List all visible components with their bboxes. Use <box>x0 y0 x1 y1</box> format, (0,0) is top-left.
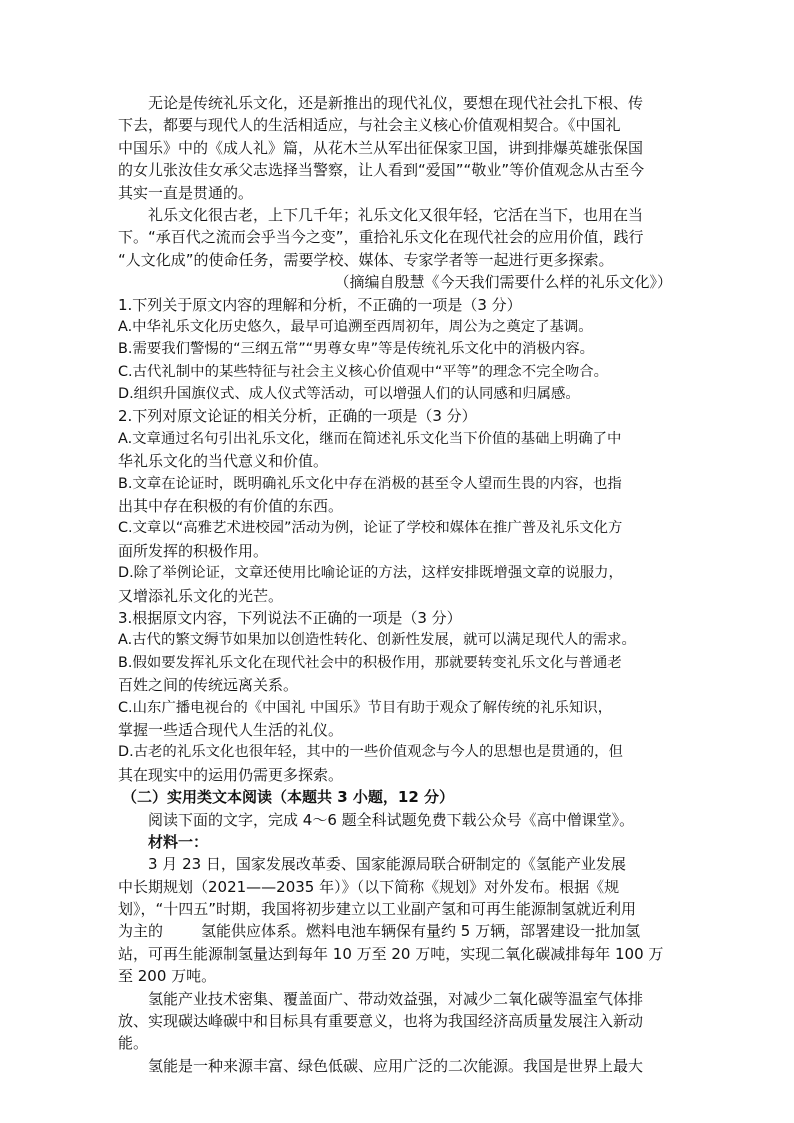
text-line: 放、实现碳达峰碳中和目标具有重要意义，也将为我国经济高质量发展注入新动 <box>118 1012 644 1031</box>
source-citation: （摘编自殷慧《今天我们需要什么样的礼乐文化》） <box>334 273 672 292</box>
text-line: 无论是传统礼乐文化，还是新推出的现代礼仪，要想在现代社会扎下根、传 <box>148 94 644 112</box>
question-option: C.山东广播电视台的《中国礼 中国乐》节目有助于观众了解传统的礼乐知识， <box>118 699 613 716</box>
text-line: 的女儿张汝佳女承父志选择当警察，让人看到“爱国”“敬业”等价值观念从古至今 <box>118 161 645 180</box>
question-option-continued: 掌握一些适合现代人生活的礼仪。 <box>118 720 344 739</box>
text-line: 中长期规划（2021——2035 年）》（以下简称《规划》对外发布。根据《规 <box>118 877 620 896</box>
question-stem: 1.下列关于原文内容的理解和分析，不正确的一项是（3 分） <box>118 295 522 314</box>
question-option: A.古代的繁文缛节如果加以创造性转化、创新性发展，就可以满足现代人的需求。 <box>118 632 636 649</box>
section-heading: （二）实用类文本阅读（本题共 3 小题，12 分） <box>122 788 454 807</box>
text-line: 划》，“十四五”时期，我国将初步建立以工业副产氢和可再生能源制氢就近利用 <box>118 900 637 919</box>
question-option-continued: 百姓之间的传统远离关系。 <box>118 676 299 695</box>
text-line: 下去，都要与现代人的生活相适应，与社会主义核心价值观相契合。《中国礼 <box>118 116 621 135</box>
material-label: 材料一： <box>148 832 209 851</box>
text-line <box>118 920 678 942</box>
section-instruction: 阅读下面的文字，完成 4～6 题全科试题免费下载公众号《高中僧课堂》。 <box>148 810 635 829</box>
text-line: 氢能是一种来源丰富、绿色低碳、应用广泛的二次能源。我国是世界上最大 <box>148 1056 644 1075</box>
question-option-continued: 华礼乐文化的当代意义和价值。 <box>118 452 329 471</box>
question-option: D.组织升国旗仪式、成人仪式等活动，可以增强人们的认同感和归属感。 <box>118 386 580 403</box>
text-line: 氢能产业技术密集、覆盖面广、带动效益强，对减少二氧化碳等温室气体排 <box>148 989 644 1008</box>
question-option: B.需要我们警惕的“三纲五常”“男尊女卑”等是传统礼乐文化中的消极内容。 <box>118 341 594 358</box>
question-option-continued: 面所发挥的积极作用。 <box>118 541 269 560</box>
question-option: B.文章在论证时，既明确礼乐文化中存在消极的甚至令人望而生畏的内容，也指 <box>118 475 622 492</box>
text-line: 中国乐》中的《成人礼》篇，从花木兰从军出征保家卫国，讲到排爆英雄张保国 <box>118 138 644 157</box>
question-option: C.古代礼制中的某些特征与社会主义核心价值观中“平等”的理念不完全吻合。 <box>118 363 609 380</box>
text-line: “人文化成”的使命任务，需要学校、媒体、专家学者等一起进行更多探索。 <box>118 250 614 269</box>
question-option-continued: 其在现实中的运用仍需更多探索。 <box>118 765 344 784</box>
text-line: 下。“承百代之流而会乎当今之变”，重拾礼乐文化在现代社会的应用价值，践行 <box>118 228 644 247</box>
question-option: A.中华礼乐文化历史悠久，最早可追溯至西周初年，周公为之奠定了基调。 <box>118 318 593 335</box>
question-option: A.文章通过名句引出礼乐文化，继而在简述礼乐文化当下价值的基础上明确了中 <box>118 430 622 447</box>
question-stem: 2.下列对原文论证的相关分析，正确的一项是（3 分） <box>118 407 477 426</box>
text-fragment: 氢能供应体系。燃料电池车辆保有量约 5 万辆，部署建设一批加氢 <box>201 922 641 941</box>
question-option: C.文章以“高雅艺术进校园”活动为例，论证了学校和媒体在推广普及礼乐文化方 <box>118 520 623 537</box>
question-stem: 3.根据原文内容，下列说法不正确的一项是（3 分） <box>118 608 462 627</box>
document-page <box>118 92 678 1077</box>
text-line: 3 月 23 日，国家发展改革委、国家能源局联合研制定的《氢能产业发展 <box>148 855 626 874</box>
text-line: 站，可再生能源制氢量达到每年 10 万至 20 万吨，实现二氧化碳减排每年 100 万 <box>118 944 664 963</box>
text-line: 至 200 万吨。 <box>118 967 217 986</box>
text-line: 其实一直是贯通的。 <box>118 183 254 202</box>
question-option: D.除了举例论证，文章还使用比喻论证的方法，这样安排既增强文章的说服力， <box>118 565 623 582</box>
question-option-continued: 又增添礼乐文化的光芒。 <box>118 586 284 605</box>
question-option-continued: 出其中存在积极的有价值的东西。 <box>118 497 344 516</box>
question-option: D.古老的礼乐文化也很年轻，其中的一些价值观念与今人的思想也是贯通的，但 <box>118 744 623 761</box>
text-fragment: 为主的 <box>118 922 164 941</box>
question-option: B.假如要发挥礼乐文化在现代社会中的积极作用，那就要转变礼乐文化与普通老 <box>118 654 622 671</box>
text-line: 礼乐文化很古老，上下几千年；礼乐文化又很年轻，它活在当下，也用在当 <box>148 205 644 224</box>
text-line: 能。 <box>118 1034 149 1053</box>
